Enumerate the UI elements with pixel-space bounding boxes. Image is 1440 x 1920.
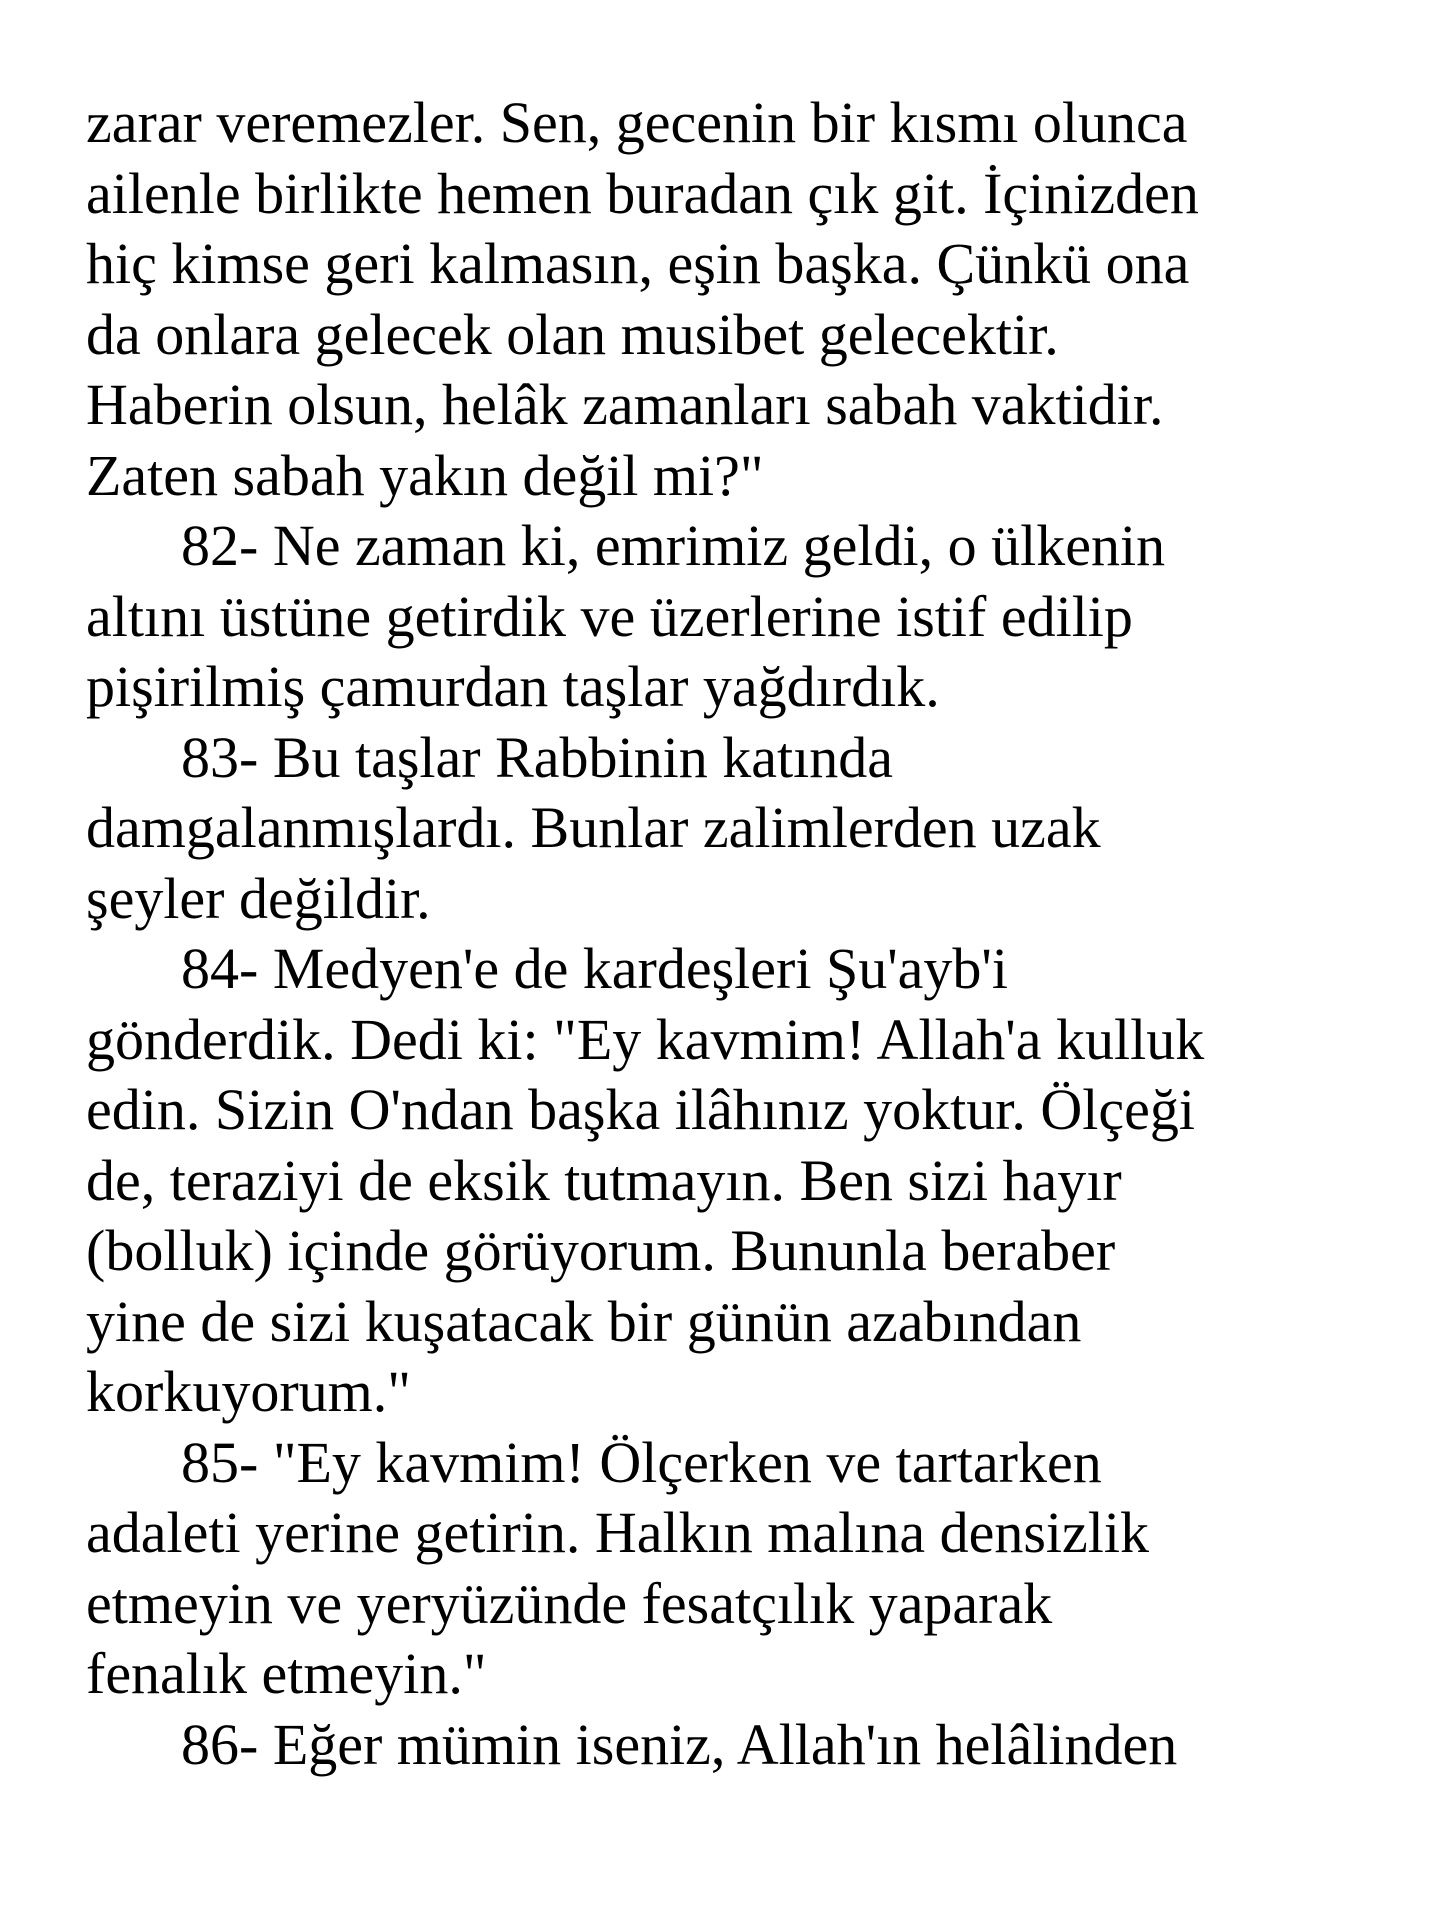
text-line: hiç kimse geri kalmasın, eşin başka. Çünkü ona xyxy=(86,231,1190,296)
text-line: korkuyorum." xyxy=(86,1359,411,1424)
verse-82-start: 82- Ne zaman ki, emrimiz geldi, o ülkenin xyxy=(181,513,1166,578)
verse-86-start: 86- Eğer mümin iseniz, Allah'ın helâlinden xyxy=(181,1711,1178,1777)
text-line: zarar veremezler. Sen, gecenin bir kısmı olunca xyxy=(86,90,1188,155)
text-line: etmeyin ve yeryüzünde fesatçılık yaparak xyxy=(86,1570,1053,1636)
verse-85-start: 85- "Ey kavmim! Ölçerken ve tartarken xyxy=(181,1429,1102,1495)
body-text xyxy=(86,88,1416,1780)
text-line: fenalık etmeyin." xyxy=(86,1641,487,1706)
text-line: adaleti yerine getirin. Halkın malına densizlik xyxy=(86,1500,1149,1565)
text-line: gönderdik. Dedi ki: "Ey kavmim! Allah'a kulluk xyxy=(86,1006,1205,1072)
verse-83-start: 83- Bu taşlar Rabbinin katında xyxy=(181,724,893,790)
verse-84-start: 84- Medyen'e de kardeşleri Şu'ayb'i xyxy=(181,936,1008,1001)
text-line: damgalanmışlardı. Bunlar zalimlerden uzak xyxy=(86,795,1101,860)
text-line: Zaten sabah yakın değil mi?" xyxy=(86,442,764,508)
text-line: şeyler değildir. xyxy=(86,865,431,931)
text-line: ailenle birlikte hemen buradan çık git. İçinizden xyxy=(86,160,1199,226)
text-line: pişirilmiş çamurdan taşlar yağdırdık. xyxy=(86,654,940,719)
text-line: Haberin olsun, helâk zamanları sabah vaktidir. xyxy=(86,372,1164,437)
text-line: altını üstüne getirdik ve üzerlerine istif edilip xyxy=(86,583,1133,649)
text-line: yine de sizi kuşatacak bir günün azabından xyxy=(86,1288,1082,1354)
text-line: edin. Sizin O'ndan başka ilâhınız yoktur. Ölçeği xyxy=(86,1077,1195,1142)
text-line: da onlara gelecek olan musibet gelecektir. xyxy=(86,301,1059,367)
text-line: de, teraziyi de eksik tutmayın. Ben sizi hayır xyxy=(86,1147,1122,1213)
text-line: (bolluk) içinde görüyorum. Bununla beraber xyxy=(86,1218,1116,1283)
